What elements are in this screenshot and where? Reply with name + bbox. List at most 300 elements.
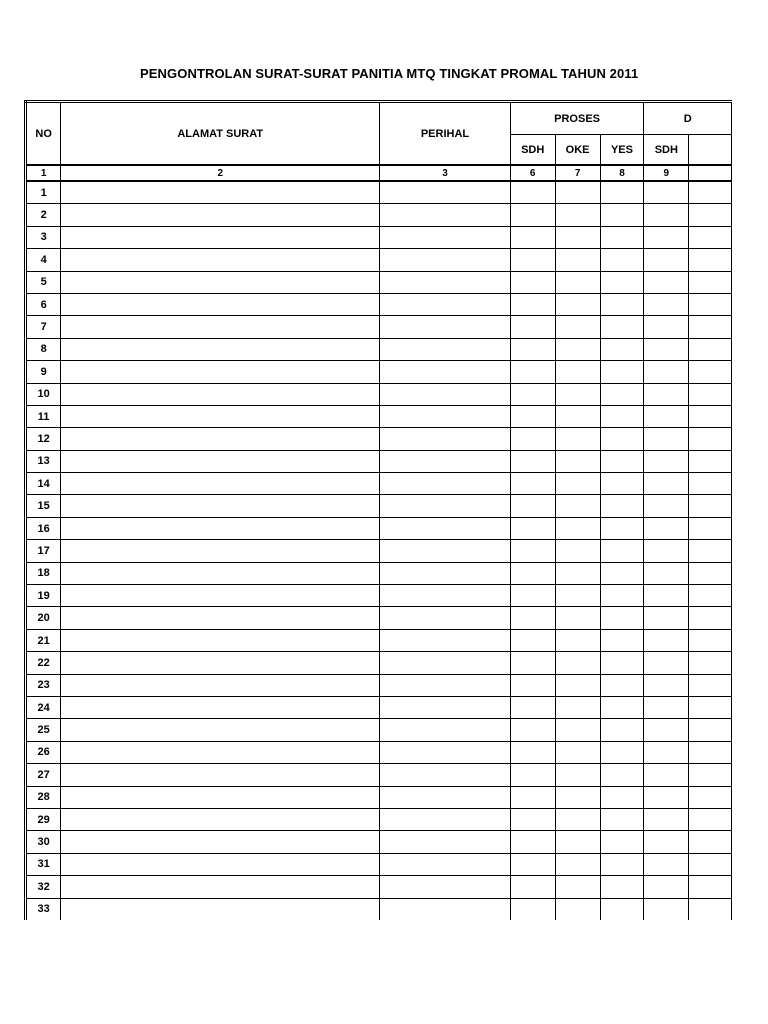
sdh-cell[interactable] — [510, 540, 555, 562]
yes-cell[interactable] — [600, 696, 644, 718]
yes-cell[interactable] — [600, 473, 644, 495]
oke-cell[interactable] — [555, 831, 600, 853]
perihal-cell[interactable] — [380, 181, 511, 204]
table-row — [26, 316, 732, 338]
perihal-cell[interactable] — [380, 428, 511, 450]
column-number: 9 — [644, 165, 689, 181]
oke-cell[interactable] — [555, 226, 600, 248]
subheader-blank — [689, 135, 732, 166]
sdh-2-cell[interactable] — [644, 293, 689, 315]
row-number: 7 — [26, 316, 61, 338]
sdh-cell[interactable] — [510, 696, 555, 718]
oke-cell[interactable] — [555, 853, 600, 875]
alamat-surat-cell[interactable] — [61, 808, 380, 830]
table-row — [26, 338, 732, 360]
blank-cell[interactable] — [689, 271, 732, 293]
perihal-cell[interactable] — [380, 271, 511, 293]
blank-cell[interactable] — [689, 585, 732, 607]
sdh-cell[interactable] — [510, 898, 555, 920]
sdh-2-cell[interactable] — [644, 808, 689, 830]
blank-cell[interactable] — [689, 540, 732, 562]
row-number: 33 — [26, 898, 61, 920]
perihal-cell[interactable] — [380, 405, 511, 427]
yes-cell[interactable] — [600, 249, 644, 271]
alamat-surat-cell[interactable] — [61, 652, 380, 674]
table-row — [26, 629, 732, 651]
alamat-surat-cell[interactable] — [61, 204, 380, 226]
perihal-cell[interactable] — [380, 495, 511, 517]
oke-cell[interactable] — [555, 316, 600, 338]
perihal-cell[interactable] — [380, 719, 511, 741]
yes-cell[interactable] — [600, 831, 644, 853]
sdh-2-cell[interactable] — [644, 204, 689, 226]
oke-cell[interactable] — [555, 719, 600, 741]
header-alamat-surat: ALAMAT SURAT — [61, 102, 380, 166]
yes-cell[interactable] — [600, 741, 644, 763]
alamat-surat-cell[interactable] — [61, 876, 380, 898]
row-number: 2 — [26, 204, 61, 226]
yes-cell[interactable] — [600, 338, 644, 360]
blank-cell[interactable] — [689, 383, 732, 405]
column-number: 6 — [510, 165, 555, 181]
oke-cell[interactable] — [555, 674, 600, 696]
table-row — [26, 271, 732, 293]
alamat-surat-cell[interactable] — [61, 517, 380, 539]
blank-cell[interactable] — [689, 719, 732, 741]
row-number: 16 — [26, 517, 61, 539]
sdh-2-cell[interactable] — [644, 741, 689, 763]
table-row — [26, 473, 732, 495]
alamat-surat-cell[interactable] — [61, 450, 380, 472]
blank-cell[interactable] — [689, 696, 732, 718]
sdh-2-cell[interactable] — [644, 181, 689, 204]
oke-cell[interactable] — [555, 876, 600, 898]
header-no: NO — [26, 102, 61, 166]
perihal-cell[interactable] — [380, 629, 511, 651]
row-number: 20 — [26, 607, 61, 629]
sdh-cell[interactable] — [510, 652, 555, 674]
table-row — [26, 607, 732, 629]
row-number: 23 — [26, 674, 61, 696]
row-number: 5 — [26, 271, 61, 293]
perihal-cell[interactable] — [380, 741, 511, 763]
perihal-cell[interactable] — [380, 450, 511, 472]
sdh-2-cell[interactable] — [644, 786, 689, 808]
alamat-surat-cell[interactable] — [61, 226, 380, 248]
perihal-cell[interactable] — [380, 316, 511, 338]
subheader-yes: YES — [600, 135, 644, 166]
blank-cell[interactable] — [689, 249, 732, 271]
oke-cell[interactable] — [555, 741, 600, 763]
yes-cell[interactable] — [600, 674, 644, 696]
oke-cell[interactable] — [555, 585, 600, 607]
header-perihal: PERIHAL — [380, 102, 511, 166]
sdh-cell[interactable] — [510, 629, 555, 651]
blank-cell[interactable] — [689, 674, 732, 696]
sdh-2-cell[interactable] — [644, 361, 689, 383]
sdh-cell[interactable] — [510, 338, 555, 360]
perihal-cell[interactable] — [380, 293, 511, 315]
yes-cell[interactable] — [600, 450, 644, 472]
yes-cell[interactable] — [600, 226, 644, 248]
table-row — [26, 786, 732, 808]
perihal-cell[interactable] — [380, 338, 511, 360]
sdh-cell[interactable] — [510, 853, 555, 875]
table-row — [26, 249, 732, 271]
alamat-surat-cell[interactable] — [61, 607, 380, 629]
sdh-cell[interactable] — [510, 204, 555, 226]
yes-cell[interactable] — [600, 293, 644, 315]
oke-cell[interactable] — [555, 898, 600, 920]
blank-cell[interactable] — [689, 361, 732, 383]
alamat-surat-cell[interactable] — [61, 293, 380, 315]
oke-cell[interactable] — [555, 181, 600, 204]
sdh-cell[interactable] — [510, 562, 555, 584]
column-number: 1 — [26, 165, 61, 181]
oke-cell[interactable] — [555, 808, 600, 830]
table-row — [26, 898, 732, 920]
sdh-2-cell[interactable] — [644, 898, 689, 920]
oke-cell[interactable] — [555, 450, 600, 472]
blank-cell[interactable] — [689, 226, 732, 248]
alamat-surat-cell[interactable] — [61, 562, 380, 584]
alamat-surat-cell[interactable] — [61, 674, 380, 696]
perihal-cell[interactable] — [380, 249, 511, 271]
perihal-cell[interactable] — [380, 764, 511, 786]
perihal-cell[interactable] — [380, 876, 511, 898]
row-number: 28 — [26, 786, 61, 808]
sdh-cell[interactable] — [510, 293, 555, 315]
column-number: 2 — [61, 165, 380, 181]
sdh-2-cell[interactable] — [644, 629, 689, 651]
row-number: 25 — [26, 719, 61, 741]
oke-cell[interactable] — [555, 629, 600, 651]
yes-cell[interactable] — [600, 876, 644, 898]
yes-cell[interactable] — [600, 181, 644, 204]
blank-cell[interactable] — [689, 652, 732, 674]
yes-cell[interactable] — [600, 764, 644, 786]
sdh-2-cell[interactable] — [644, 607, 689, 629]
table-row — [26, 450, 732, 472]
blank-cell[interactable] — [689, 204, 732, 226]
sdh-cell[interactable] — [510, 361, 555, 383]
row-number: 21 — [26, 629, 61, 651]
sdh-2-cell[interactable] — [644, 562, 689, 584]
row-number: 26 — [26, 741, 61, 763]
sdh-cell[interactable] — [510, 517, 555, 539]
alamat-surat-cell[interactable] — [61, 853, 380, 875]
oke-cell[interactable] — [555, 293, 600, 315]
table-row — [26, 562, 732, 584]
oke-cell[interactable] — [555, 562, 600, 584]
sdh-cell[interactable] — [510, 808, 555, 830]
yes-cell[interactable] — [600, 898, 644, 920]
sdh-2-cell[interactable] — [644, 405, 689, 427]
alamat-surat-cell[interactable] — [61, 898, 380, 920]
blank-cell[interactable] — [689, 405, 732, 427]
sdh-cell[interactable] — [510, 428, 555, 450]
sdh-cell[interactable] — [510, 473, 555, 495]
subheader-sdh: SDH — [510, 135, 555, 166]
table-row — [26, 674, 732, 696]
sdh-2-cell[interactable] — [644, 696, 689, 718]
sdh-cell[interactable] — [510, 450, 555, 472]
yes-cell[interactable] — [600, 652, 644, 674]
sdh-cell[interactable] — [510, 181, 555, 204]
sdh-2-cell[interactable] — [644, 249, 689, 271]
oke-cell[interactable] — [555, 428, 600, 450]
yes-cell[interactable] — [600, 361, 644, 383]
table-row — [26, 652, 732, 674]
perihal-cell[interactable] — [380, 383, 511, 405]
yes-cell[interactable] — [600, 495, 644, 517]
alamat-surat-cell[interactable] — [61, 629, 380, 651]
yes-cell[interactable] — [600, 629, 644, 651]
yes-cell[interactable] — [600, 428, 644, 450]
sdh-2-cell[interactable] — [644, 585, 689, 607]
subheader-oke: OKE — [555, 135, 600, 166]
yes-cell[interactable] — [600, 271, 644, 293]
oke-cell[interactable] — [555, 271, 600, 293]
sdh-cell[interactable] — [510, 249, 555, 271]
alamat-surat-cell[interactable] — [61, 764, 380, 786]
header-proses: PROSES — [510, 102, 644, 135]
perihal-cell[interactable] — [380, 204, 511, 226]
perihal-cell[interactable] — [380, 786, 511, 808]
blank-cell[interactable] — [689, 517, 732, 539]
sdh-cell[interactable] — [510, 495, 555, 517]
row-number: 8 — [26, 338, 61, 360]
yes-cell[interactable] — [600, 405, 644, 427]
perihal-cell[interactable] — [380, 607, 511, 629]
yes-cell[interactable] — [600, 853, 644, 875]
row-number: 19 — [26, 585, 61, 607]
perihal-cell[interactable] — [380, 853, 511, 875]
alamat-surat-cell[interactable] — [61, 831, 380, 853]
row-number: 29 — [26, 808, 61, 830]
perihal-cell[interactable] — [380, 517, 511, 539]
alamat-surat-cell[interactable] — [61, 383, 380, 405]
alamat-surat-cell[interactable] — [61, 786, 380, 808]
blank-cell[interactable] — [689, 831, 732, 853]
yes-cell[interactable] — [600, 719, 644, 741]
blank-cell[interactable] — [689, 876, 732, 898]
table-row — [26, 517, 732, 539]
oke-cell[interactable] — [555, 607, 600, 629]
yes-cell[interactable] — [600, 517, 644, 539]
sdh-cell[interactable] — [510, 585, 555, 607]
sdh-2-cell[interactable] — [644, 271, 689, 293]
alamat-surat-cell[interactable] — [61, 316, 380, 338]
row-number: 9 — [26, 361, 61, 383]
perihal-cell[interactable] — [380, 562, 511, 584]
yes-cell[interactable] — [600, 383, 644, 405]
alamat-surat-cell[interactable] — [61, 181, 380, 204]
row-number: 22 — [26, 652, 61, 674]
sdh-2-cell[interactable] — [644, 652, 689, 674]
perihal-cell[interactable] — [380, 808, 511, 830]
blank-cell[interactable] — [689, 629, 732, 651]
perihal-cell[interactable] — [380, 473, 511, 495]
table-row — [26, 204, 732, 226]
sdh-2-cell[interactable] — [644, 764, 689, 786]
alamat-surat-cell[interactable] — [61, 741, 380, 763]
yes-cell[interactable] — [600, 562, 644, 584]
sdh-2-cell[interactable] — [644, 338, 689, 360]
oke-cell[interactable] — [555, 383, 600, 405]
alamat-surat-cell[interactable] — [61, 540, 380, 562]
oke-cell[interactable] — [555, 405, 600, 427]
sdh-cell[interactable] — [510, 674, 555, 696]
yes-cell[interactable] — [600, 607, 644, 629]
blank-cell[interactable] — [689, 786, 732, 808]
row-number: 4 — [26, 249, 61, 271]
perihal-cell[interactable] — [380, 696, 511, 718]
sdh-2-cell[interactable] — [644, 450, 689, 472]
row-number: 14 — [26, 473, 61, 495]
yes-cell[interactable] — [600, 808, 644, 830]
sdh-2-cell[interactable] — [644, 540, 689, 562]
yes-cell[interactable] — [600, 204, 644, 226]
blank-cell[interactable] — [689, 473, 732, 495]
sdh-cell[interactable] — [510, 383, 555, 405]
alamat-surat-cell[interactable] — [61, 361, 380, 383]
oke-cell[interactable] — [555, 786, 600, 808]
perihal-cell[interactable] — [380, 652, 511, 674]
sdh-2-cell[interactable] — [644, 316, 689, 338]
table-row — [26, 808, 732, 830]
alamat-surat-cell[interactable] — [61, 473, 380, 495]
blank-cell[interactable] — [689, 808, 732, 830]
blank-cell[interactable] — [689, 181, 732, 204]
perihal-cell[interactable] — [380, 831, 511, 853]
sdh-2-cell[interactable] — [644, 383, 689, 405]
blank-cell[interactable] — [689, 338, 732, 360]
alamat-surat-cell[interactable] — [61, 338, 380, 360]
oke-cell[interactable] — [555, 764, 600, 786]
alamat-surat-cell[interactable] — [61, 585, 380, 607]
table-row — [26, 428, 732, 450]
yes-cell[interactable] — [600, 316, 644, 338]
sdh-cell[interactable] — [510, 405, 555, 427]
column-number-blank — [689, 165, 732, 181]
blank-cell[interactable] — [689, 293, 732, 315]
row-number: 11 — [26, 405, 61, 427]
sdh-cell[interactable] — [510, 719, 555, 741]
sdh-2-cell[interactable] — [644, 473, 689, 495]
sdh-2-cell[interactable] — [644, 876, 689, 898]
alamat-surat-cell[interactable] — [61, 495, 380, 517]
oke-cell[interactable] — [555, 338, 600, 360]
table-body — [26, 181, 732, 920]
table-row — [26, 361, 732, 383]
sdh-cell[interactable] — [510, 607, 555, 629]
alamat-surat-cell[interactable] — [61, 428, 380, 450]
oke-cell[interactable] — [555, 517, 600, 539]
sdh-2-cell[interactable] — [644, 428, 689, 450]
row-number: 1 — [26, 181, 61, 204]
oke-cell[interactable] — [555, 495, 600, 517]
table-row — [26, 226, 732, 248]
perihal-cell[interactable] — [380, 226, 511, 248]
sdh-2-cell[interactable] — [644, 495, 689, 517]
blank-cell[interactable] — [689, 764, 732, 786]
row-number: 32 — [26, 876, 61, 898]
sdh-cell[interactable] — [510, 316, 555, 338]
oke-cell[interactable] — [555, 473, 600, 495]
table-row — [26, 719, 732, 741]
oke-cell[interactable] — [555, 696, 600, 718]
perihal-cell[interactable] — [380, 540, 511, 562]
row-number: 10 — [26, 383, 61, 405]
blank-cell[interactable] — [689, 495, 732, 517]
blank-cell[interactable] — [689, 316, 732, 338]
blank-cell[interactable] — [689, 450, 732, 472]
oke-cell[interactable] — [555, 361, 600, 383]
blank-cell[interactable] — [689, 607, 732, 629]
sdh-2-cell[interactable] — [644, 719, 689, 741]
table-row — [26, 405, 732, 427]
blank-cell[interactable] — [689, 898, 732, 920]
sdh-2-cell[interactable] — [644, 517, 689, 539]
yes-cell[interactable] — [600, 585, 644, 607]
blank-cell[interactable] — [689, 562, 732, 584]
alamat-surat-cell[interactable] — [61, 719, 380, 741]
perihal-cell[interactable] — [380, 674, 511, 696]
blank-cell[interactable] — [689, 853, 732, 875]
sdh-cell[interactable] — [510, 831, 555, 853]
yes-cell[interactable] — [600, 786, 644, 808]
alamat-surat-cell[interactable] — [61, 271, 380, 293]
table-row — [26, 293, 732, 315]
alamat-surat-cell[interactable] — [61, 249, 380, 271]
perihal-cell[interactable] — [380, 361, 511, 383]
blank-cell[interactable] — [689, 741, 732, 763]
document-title: PENGONTROLAN SURAT-SURAT PANITIA MTQ TINGKAT PROMAL TAHUN 2011 — [140, 66, 639, 81]
table-row — [26, 383, 732, 405]
perihal-cell[interactable] — [380, 585, 511, 607]
sdh-2-cell[interactable] — [644, 853, 689, 875]
sdh-cell[interactable] — [510, 271, 555, 293]
alamat-surat-cell[interactable] — [61, 696, 380, 718]
sdh-2-cell[interactable] — [644, 674, 689, 696]
row-number: 13 — [26, 450, 61, 472]
sdh-cell[interactable] — [510, 764, 555, 786]
subheader-sdh-2: SDH — [644, 135, 689, 166]
table-row — [26, 585, 732, 607]
table-row — [26, 540, 732, 562]
row-number: 15 — [26, 495, 61, 517]
row-number: 3 — [26, 226, 61, 248]
perihal-cell[interactable] — [380, 898, 511, 920]
table-row — [26, 741, 732, 763]
yes-cell[interactable] — [600, 540, 644, 562]
oke-cell[interactable] — [555, 540, 600, 562]
sdh-cell[interactable] — [510, 786, 555, 808]
row-number: 6 — [26, 293, 61, 315]
row-number: 30 — [26, 831, 61, 853]
sdh-2-cell[interactable] — [644, 831, 689, 853]
oke-cell[interactable] — [555, 652, 600, 674]
sdh-2-cell[interactable] — [644, 226, 689, 248]
alamat-surat-cell[interactable] — [61, 405, 380, 427]
sdh-cell[interactable] — [510, 226, 555, 248]
oke-cell[interactable] — [555, 204, 600, 226]
sdh-cell[interactable] — [510, 741, 555, 763]
sdh-cell[interactable] — [510, 876, 555, 898]
oke-cell[interactable] — [555, 249, 600, 271]
blank-cell[interactable] — [689, 428, 732, 450]
